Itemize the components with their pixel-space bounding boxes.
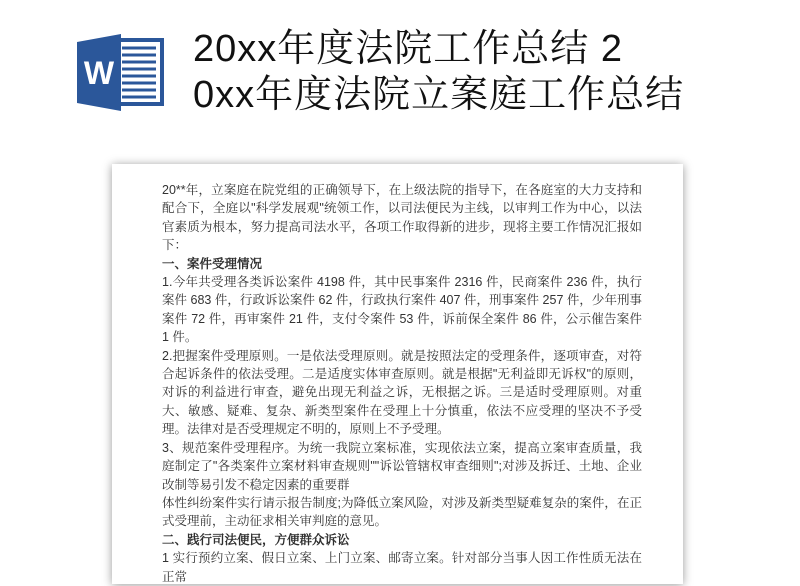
paragraph-intro: 20**年，立案庭在院党组的正确领导下，在上级法院的指导下，在各庭室的大力支持和配合下，全庭以"科学发展观"统领工作，以司法便民为主线，以审判工作为中心，以法官素质为根本，努力提高司法水平，各项工作取得新的进步，现将主要工作情况汇报如下：	[162, 183, 642, 253]
document-body	[112, 164, 683, 584]
word-icon-sheet	[115, 40, 162, 104]
page-title-line-2: 0xx年度法院立案庭工作总结	[193, 74, 685, 116]
section-heading-1: 一、案件受理情况	[162, 256, 263, 271]
paragraph-case-stats: 1.今年共受理各类诉讼案件 4198 件，其中民事案件 2316 件，民商案件 236 件，执行案件 683 件，行政诉讼案件 62 件，行政执行案件 407 件，刑事案件 257 件，少年刑事案件 72 件，再审案件 21 件，支付令案件 53 件，诉前保全案件 86 件，公示催告案件 1 件。	[162, 275, 642, 345]
word-icon-letter-w: W	[83, 55, 115, 91]
page-title	[193, 26, 684, 118]
paragraph-procedure: 3、规范案件受理程序。为统一我院立案标准，实现依法立案，提高立案审查质量，我庭制定了"各类案件立案材料审查规则""诉讼管辖权审查细则";对涉及拆迁、土地、企业改制等易引发不稳定因素的重要群	[162, 440, 642, 492]
paragraph-procedure-cont: 体性纠纷案件实行请示报告制度;为降低立案风险，对涉及新类型疑难复杂的案件，在正式受理前，主动征求相关审判庭的意见。	[162, 495, 642, 529]
document-page	[112, 164, 683, 584]
word-file-icon	[77, 33, 167, 112]
page-title-line-1: 20xx年度法院工作总结 2	[193, 28, 623, 70]
paragraph-convenience: 1 实行预约立案、假日立案、上门立案、邮寄立案。针对部分当事人因工作性质无法在正常	[162, 551, 642, 584]
paragraph-principles: 2.把握案件受理原则。一是依法受理原则。就是按照法定的受理条件，逐项审查，对符合起诉条件的依法受理。二是适度实体审查原则。就是根据"无利益即无诉权"的原则，对诉的利益进行审查，避免出现无利益之诉，无根据之诉。三是适时受理原则。对重大、敏感、疑难、复杂、新类型案件在受理上十分慎重，依法不应受理的坚决不予受理。法律对是否受理规定不明的，原则上不予受理。	[162, 348, 642, 437]
section-heading-2: 二、践行司法便民，方便群众诉讼	[162, 532, 350, 547]
document-header	[0, 0, 800, 140]
